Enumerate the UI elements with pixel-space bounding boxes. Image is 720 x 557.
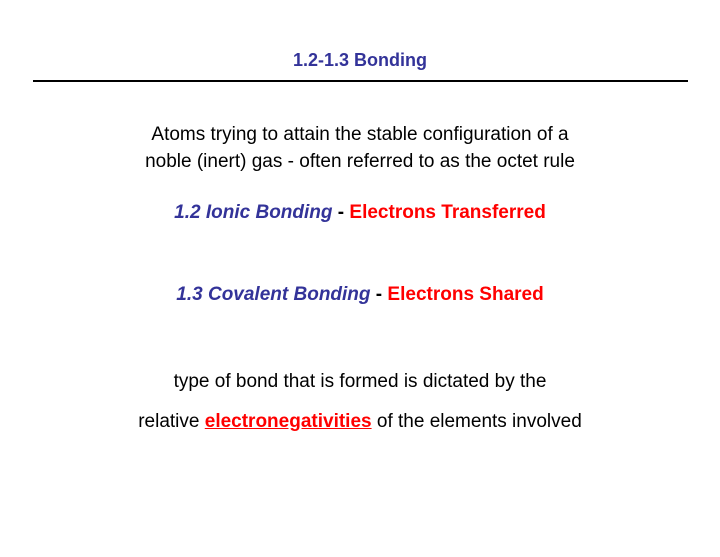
intro-line-1: Atoms trying to attain the stable configuration of a [151,124,569,145]
covalent-bonding-description: Electrons Shared [387,284,544,305]
electronegativities-keyword: electronegativities [204,411,372,432]
outro-line-2 [0,411,720,433]
outro-prefix: relative [138,411,205,432]
ionic-bonding-name: 1.2 Ionic Bonding [174,202,333,223]
ionic-bonding-line [0,202,720,224]
title-divider [33,80,688,82]
outro-suffix: of the elements involved [371,411,582,432]
covalent-bonding-line [0,284,720,306]
ionic-bonding-separator: - [332,202,350,223]
outro-line-1: type of bond that is formed is dictated by the [173,371,547,392]
covalent-bonding-separator: - [370,284,388,305]
covalent-bonding-name: 1.3 Covalent Bonding [176,284,371,305]
ionic-bonding-description: Electrons Transferred [349,202,546,223]
intro-line-2: noble (inert) gas - often referred to as the octet rule [145,151,575,172]
intro-text [0,121,720,175]
slide-title: 1.2-1.3 Bonding [292,50,427,70]
